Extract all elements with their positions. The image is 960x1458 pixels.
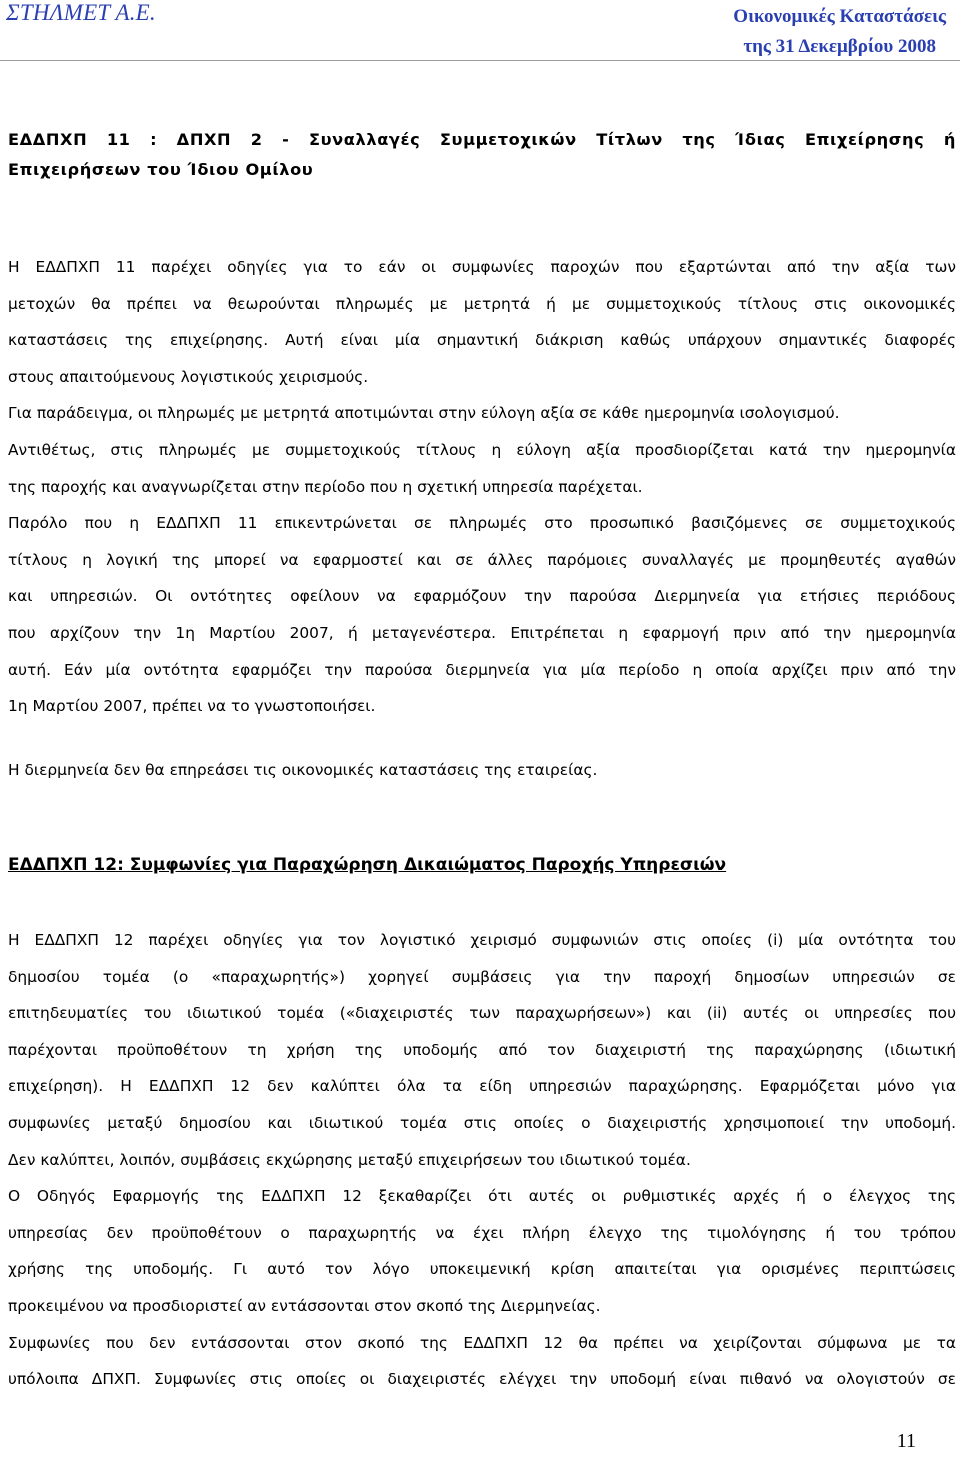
paragraph-line: της παροχής και αναγνωρίζεται στην περίοδο που η σχετική υπηρεσία παρέχεται. <box>8 477 643 496</box>
paragraph-line: Αντιθέτως, στις πληρωμές με συμμετοχικούς τίτλους η εύλογη αξία προσδιορίζεται κατά την ημερομηνία <box>8 440 956 459</box>
paragraph-line: δημοσίου τομέα (ο «παραχωρητής») χορηγεί συμβάσεις για την παροχή δημοσίων υπηρεσιών σε <box>8 967 956 986</box>
section1-closing <box>8 752 956 789</box>
paragraph-line: 1η Μαρτίου 2007, πρέπει να το γνωστοποιήσει. <box>8 697 376 716</box>
section1-heading-line: ΕΔΔΠΧΠ 11 : ΔΠΧΠ 2 - Συναλλαγές Συμμετοχικών Τίτλων της Ίδιας Επιχείρησης ή <box>8 130 956 149</box>
paragraph-line: στους απαιτούμενους λογιστικούς χειρισμούς. <box>8 367 369 386</box>
section2-heading-text: ΕΔΔΠΧΠ 12: Συμφωνίες για Παραχώρηση Δικαιώματος Παροχής Υπηρεσιών <box>8 855 727 875</box>
paragraph-line: και υπηρεσιών. Οι οντότητες οφείλουν να εφαρμόζουν την παρούσα Διερμηνεία για ετήσιες περιόδους <box>8 587 956 606</box>
paragraph-line: τίτλους η λογική της μπορεί να εφαρμοστεί και σε άλλες παρόμοιες συναλλαγές με προμηθευτές αγαθών <box>8 550 956 569</box>
paragraph-line: Η ΕΔΔΠΧΠ 12 παρέχει οδηγίες για τον λογιστικό χειρισμό συμφωνιών στις οποίες (i) μία οντότητα του <box>8 931 956 949</box>
paragraph-line: Ο Οδηγός Εφαρμογής της ΕΔΔΠΧΠ 12 ξεκαθαρίζει ότι αυτές οι ρυθμιστικές αρχές ή ο έλεγχος της <box>8 1187 956 1206</box>
paragraph-line: υπόλοιπα ΔΠΧΠ. Συμφωνίες στις οποίες οι διαχειριστές ελέγχει την υποδομή είναι πιθανό να ολογιστούν σε <box>8 1370 956 1389</box>
paragraph-line: συμφωνίες μεταξύ δημοσίου και ιδιωτικού τομέα στις οποίες ο διαχειριστής χρησιμοποιεί την υποδομή. <box>8 1113 956 1132</box>
report-title <box>733 2 946 62</box>
paragraph-line: Για παράδειγμα, οι πληρωμές με μετρητά αποτιμώνται στην εύλογη αξία σε κάθε ημερομηνία ισολογισμού. <box>8 404 840 423</box>
company-name: ΣΤΗΛΜΕΤ Α.Ε. <box>6 0 156 25</box>
section1-heading-line: Επιχειρήσεων του Ίδιου Ομίλου <box>8 160 314 179</box>
paragraph-line: Συμφωνίες που δεν εντάσσονται στον σκοπό της ΕΔΔΠΧΠ 12 θα πρέπει να χειρίζονται σύμφωνα με τα <box>8 1333 956 1352</box>
paragraph-line: μετοχών θα πρέπει να θεωρούνται πληρωμές με μετρητά ή με συμμετοχικούς τίτλους στις οικονομικές <box>8 294 956 313</box>
section2-body <box>8 922 956 1398</box>
section2-heading <box>8 847 956 884</box>
paragraph-line: καταστάσεις της επιχείρησης. Αυτή είναι μία σημαντική διάκριση καθώς υπάρχουν σημαντικές διαφορές <box>8 331 956 350</box>
section1-heading <box>8 125 956 185</box>
paragraph-line: προκειμένου να προσδιοριστεί αν εντάσσονται στον σκοπό της Διερμηνείας. <box>8 1296 601 1315</box>
page-number: 11 <box>896 1430 916 1452</box>
paragraph-line: αυτή. Εάν μία οντότητα εφαρμόζει την παρούσα διερμηνεία για μία περίοδο η οποία αρχίζει πριν από την <box>8 660 956 679</box>
paragraph-line: Παρόλο που η ΕΔΔΠΧΠ 11 επικεντρώνεται σε πληρωμές στο προσωπικό βασιζόμενες σε συμμετοχικούς <box>8 514 956 533</box>
paragraph-line: παρέχονται προϋποθέτουν τη χρήση της υποδομής από τον διαχειριστή της παραχώρησης (ιδιωτική <box>8 1040 956 1059</box>
paragraph-line: Δεν καλύπτει, λοιπόν, συμβάσεις εκχώρησης μεταξύ επιχειρήσεων του ιδιωτικού τομέα. <box>8 1150 691 1169</box>
paragraph-line: υπηρεσίας δεν προϋποθέτουν ο παραχωρητής να έχει πλήρη έλεγχο της τιμολόγησης ή του τρόπου <box>8 1223 956 1242</box>
report-title-line1: Οικονομικές Καταστάσεις <box>733 6 946 27</box>
section1-body <box>8 249 956 725</box>
page-header <box>0 0 960 61</box>
paragraph-line: επιχείρηση). Η ΕΔΔΠΧΠ 12 δεν καλύπτει όλα τα είδη υπηρεσιών παραχώρησης. Εφαρμόζεται μόνο για <box>8 1077 956 1096</box>
report-title-line2: της 31 Δεκεμβρίου 2008 <box>743 36 936 57</box>
paragraph-line: επιτηδευματίες του ιδιωτικού τομέα («διαχειριστές των παραχωρήσεων») και (ii) αυτές οι υπηρεσίες που <box>8 1004 956 1023</box>
paragraph-line: Η ΕΔΔΠΧΠ 11 παρέχει οδηγίες για το εάν οι συμφωνίες παροχών που εξαρτώνται από την αξία των <box>8 258 956 276</box>
paragraph-line: που αρχίζουν την 1η Μαρτίου 2007, ή μεταγενέστερα. Επιτρέπεται η εφαρμογή πριν από την ημερομηνία <box>8 623 956 642</box>
paragraph-line: χρήσης της υποδομής. Γι αυτό τον λόγο υποκειμενική κρίση απαιτείται για ορισμένες περιπτώσεις <box>8 1260 956 1279</box>
closing-line: Η διερμηνεία δεν θα επηρεάσει τις οικονομικές καταστάσεις της εταιρείας. <box>8 761 598 779</box>
